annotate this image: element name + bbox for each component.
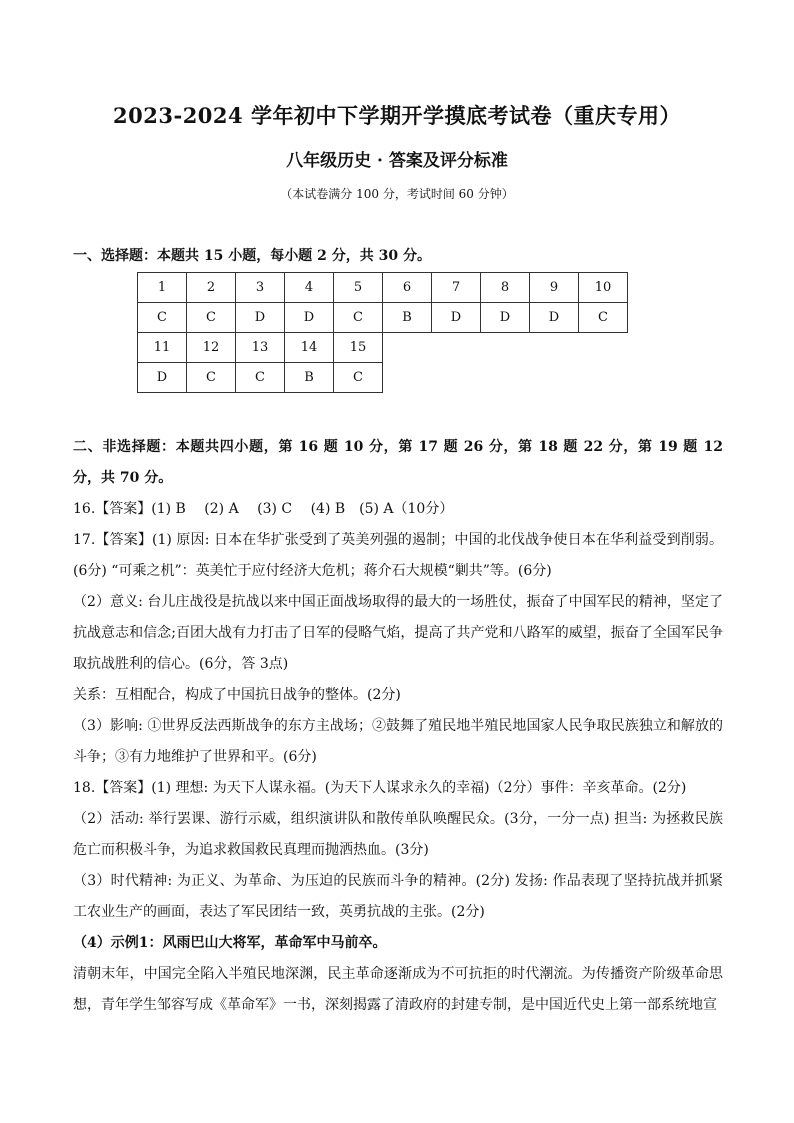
question-number: 13 (236, 333, 285, 363)
question-number: 10 (579, 273, 628, 303)
empty-cell (383, 333, 432, 363)
empty-cell (530, 333, 579, 363)
question-number: 9 (530, 273, 579, 303)
empty-cell (481, 363, 530, 393)
answer-line: （3）影响: ①世界反法西斯战争的东方主战场；②鼓舞了殖民地半殖民地国家人民争取民族独立和解放的斗争；③有力地维护了世界和平。(6分) (73, 718, 723, 765)
answer-cell: D (481, 303, 530, 333)
question-number: 12 (187, 333, 236, 363)
empty-cell (579, 333, 628, 363)
answer-cell: D (530, 303, 579, 333)
answer-cell: C (187, 363, 236, 393)
answer-line: （3）时代精神: 为正义、为革命、为压迫的民族而斗争的精神。(2分) 发扬: 作品表现了坚持抗战并抓紧工农业生产的画面，表达了军民团结一致，英勇抗战的主张。(2分) (73, 873, 723, 920)
empty-cell (481, 333, 530, 363)
section2-heading: 二、非选择题：本题共四小题，第 16 题 10 分，第 17 题 26 分，第 18 题 22 分，第 19 题 12 分，共 70 分。 (73, 439, 723, 486)
section2 (73, 432, 723, 1021)
page-subtitle: 八年级历史 · 答案及评分标准 (286, 151, 508, 171)
answer-cell: D (432, 303, 481, 333)
question-number: 2 (187, 273, 236, 303)
answer-line: 16.【答案】(1) B (2) A (3) C (4) B (5) A（10分） (73, 501, 454, 517)
answer-cell: C (236, 363, 285, 393)
answer-line: 关系：互相配合，构成了中国抗日战争的整体。(2分) (73, 687, 401, 703)
page-title: 2023-2024 学年初中下学期开学摸底考试卷（重庆专用） (113, 103, 681, 128)
answer-cell: D (138, 363, 187, 393)
table-row (138, 273, 628, 303)
table-row (138, 363, 628, 393)
answer-line: （2）活动: 举行罢课、游行示威，组织演讲队和散传单队唤醒民众。(3分，一分一点) 担当: 为拯救民族危亡而积极斗争，为追求救国救民真理而抛洒热血。(3分) (73, 811, 723, 858)
question-number: 15 (334, 333, 383, 363)
section1-heading: 一、选择题：本题共 15 小题，每小题 2 分，共 30 分。 (73, 248, 431, 264)
empty-cell (579, 363, 628, 393)
answer-cell: D (285, 303, 334, 333)
question-number: 4 (285, 273, 334, 303)
answer-line: 18.【答案】(1) 理想: 为天下人谋永福。(为天下人谋求永久的幸福)（2分）事件：辛亥革命。(2分) (73, 780, 687, 796)
empty-cell (530, 363, 579, 393)
answer-cell: B (383, 303, 432, 333)
exam-note: （本试卷满分 100 分，考试时间 60 分钟） (280, 187, 514, 201)
answer-cell: B (285, 363, 334, 393)
answer-line: （2）意义: 台儿庄战役是抗战以来中国正面战场取得的最大的一场胜仗，振奋了中国军民的精神，坚定了抗战意志和信念;百团大战有力打击了日军的侵略气焰，提高了共产党和八路军的威望，振奋了全国军民争取抗战胜利的信心。(6分，答 3点) (73, 594, 723, 672)
answer-line: 17.【答案】(1) 原因: 日本在华扩张受到了英美列强的遏制；中国的北伐战争使日本在华利益受到削弱。(6分) “可乘之机”：英美忙于应付经济大危机；蒋介石大规模“剿共”等。(6分) (73, 532, 723, 579)
empty-cell (432, 363, 481, 393)
answer-cell: C (334, 363, 383, 393)
empty-cell (383, 363, 432, 393)
answer-cell: C (138, 303, 187, 333)
question-number: 14 (285, 333, 334, 363)
question-number: 5 (334, 273, 383, 303)
answer-table (137, 272, 628, 393)
answer-line: （4）示例1：风雨巴山大将军，革命军中马前卒。 (73, 935, 387, 951)
answer-cell: D (236, 303, 285, 333)
question-number: 6 (383, 273, 432, 303)
table-row (138, 303, 628, 333)
answer-line: 清朝末年，中国完全陷入半殖民地深渊，民主革命逐渐成为不可抗拒的时代潮流。为传播资产阶级革命思想，青年学生邹容写成《革命军》一书，深刻揭露了清政府的封建专制，是中国近代史上第一部系统地宣 (73, 966, 723, 1013)
answer-cell: C (187, 303, 236, 333)
question-number: 3 (236, 273, 285, 303)
question-number: 11 (138, 333, 187, 363)
answer-cell: C (334, 303, 383, 333)
answer-cell: C (579, 303, 628, 333)
table-row (138, 333, 628, 363)
question-number: 8 (481, 273, 530, 303)
empty-cell (432, 333, 481, 363)
question-number: 1 (138, 273, 187, 303)
question-number: 7 (432, 273, 481, 303)
